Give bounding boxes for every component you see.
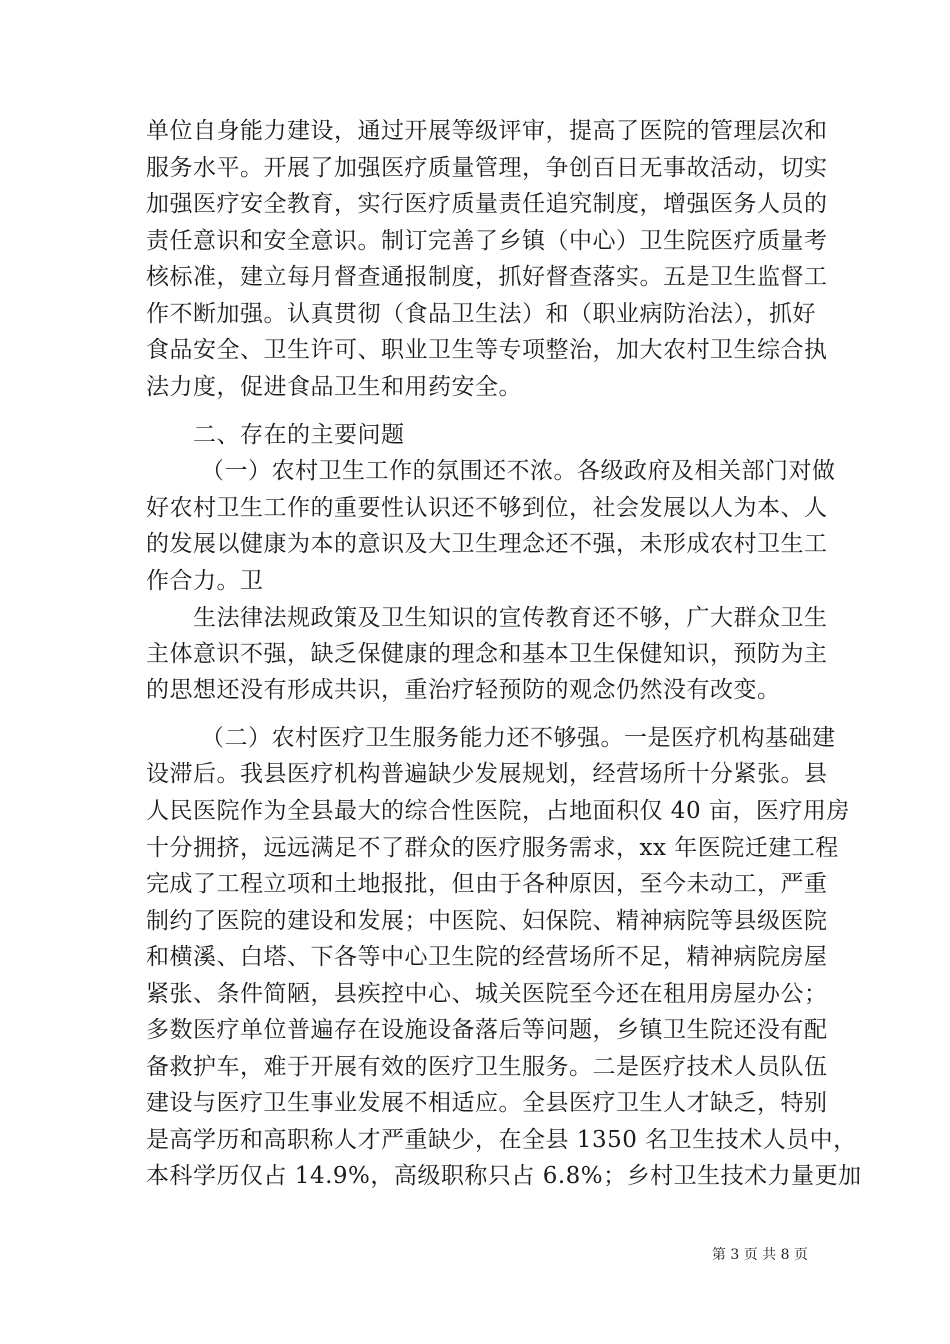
text-line: 多数医疗单位普遍存在设施设备落后等问题，乡镇卫生院还没有配 [146, 1017, 828, 1043]
text-line: 设滞后。我县医疗机构普遍缺少发展规划，经营场所十分紧张。县 [146, 761, 828, 787]
text-line: （二）农村医疗卫生服务能力还不够强。一是医疗机构基础建 [201, 725, 836, 751]
text-line: 制约了医院的建设和发展；中医院、妇保院、精神病院等县级医院 [146, 908, 828, 934]
text-line: 十分拥挤，远远满足不了群众的医疗服务需求，xx 年医院迁建工程 [146, 835, 839, 861]
text-line: 完成了工程立项和土地报批，但由于各种原因，至今未动工，严重 [146, 871, 828, 897]
text-line: 备救护车，难于开展有效的医疗卫生服务。二是医疗技术人员队伍 [146, 1054, 828, 1080]
page-number: 第 3 页 共 8 页 [711, 1247, 808, 1263]
text-line: 作不断加强。认真贯彻（食品卫生法）和（职业病防治法），抓好 [146, 301, 816, 327]
section-heading: 二、存在的主要问题 [193, 422, 405, 448]
text-line: （一）农村卫生工作的氛围还不浓。各级政府及相关部门对做 [201, 458, 836, 484]
text-line: 好农村卫生工作的重要性认识还不够到位，社会发展以人为本、人 [146, 495, 828, 521]
text-line: 人民医院作为全县最大的综合性医院，占地面积仅 40 亩，医疗用房 [146, 798, 850, 824]
text-line: 紧张、条件简陋，县疾控中心、城关医院至今还在租用房屋办公； [146, 981, 828, 1007]
text-line: 核标准，建立每月督查通报制度，抓好督查落实。五是卫生监督工 [146, 264, 828, 290]
text-line: 服务水平。开展了加强医疗质量管理，争创百日无事故活动，切实 [146, 155, 828, 181]
text-line: 单位自身能力建设，通过开展等级评审，提高了医院的管理层次和 [146, 118, 828, 144]
text-line: 的思想还没有形成共识，重治疗轻预防的观念仍然没有改变。 [146, 677, 781, 703]
text-line: 本科学历仅占 14.9%，高级职称只占 6.8%；乡村卫生技术力量更加 [146, 1163, 862, 1189]
text-line: 生法律法规政策及卫生知识的宣传教育还不够，广大群众卫生 [193, 605, 828, 631]
text-line: 责任意识和安全意识。制订完善了乡镇（中心）卫生院医疗质量考 [146, 228, 828, 254]
text-line: 和横溪、白塔、下各等中心卫生院的经营场所不足，精神病院房屋 [146, 944, 828, 970]
text-line: 的发展以健康为本的意识及大卫生理念还不强，未形成农村卫生工 [146, 531, 828, 557]
text-line: 加强医疗安全教育，实行医疗质量责任追究制度，增强医务人员的 [146, 191, 828, 217]
text-line: 食品安全、卫生许可、职业卫生等专项整治，加大农村卫生综合执 [146, 337, 828, 363]
text-line: 法力度，促进食品卫生和用药安全。 [146, 374, 522, 400]
text-line: 主体意识不强，缺乏保健康的理念和基本卫生保健知识，预防为主 [146, 641, 828, 667]
text-line: 建设与医疗卫生事业发展不相适应。全县医疗卫生人才缺乏，特别 [146, 1090, 828, 1116]
text-line: 作合力。卫 [146, 568, 264, 594]
text-line: 是高学历和高职称人才严重缺少，在全县 1350 名卫生技术人员中， [146, 1127, 857, 1153]
